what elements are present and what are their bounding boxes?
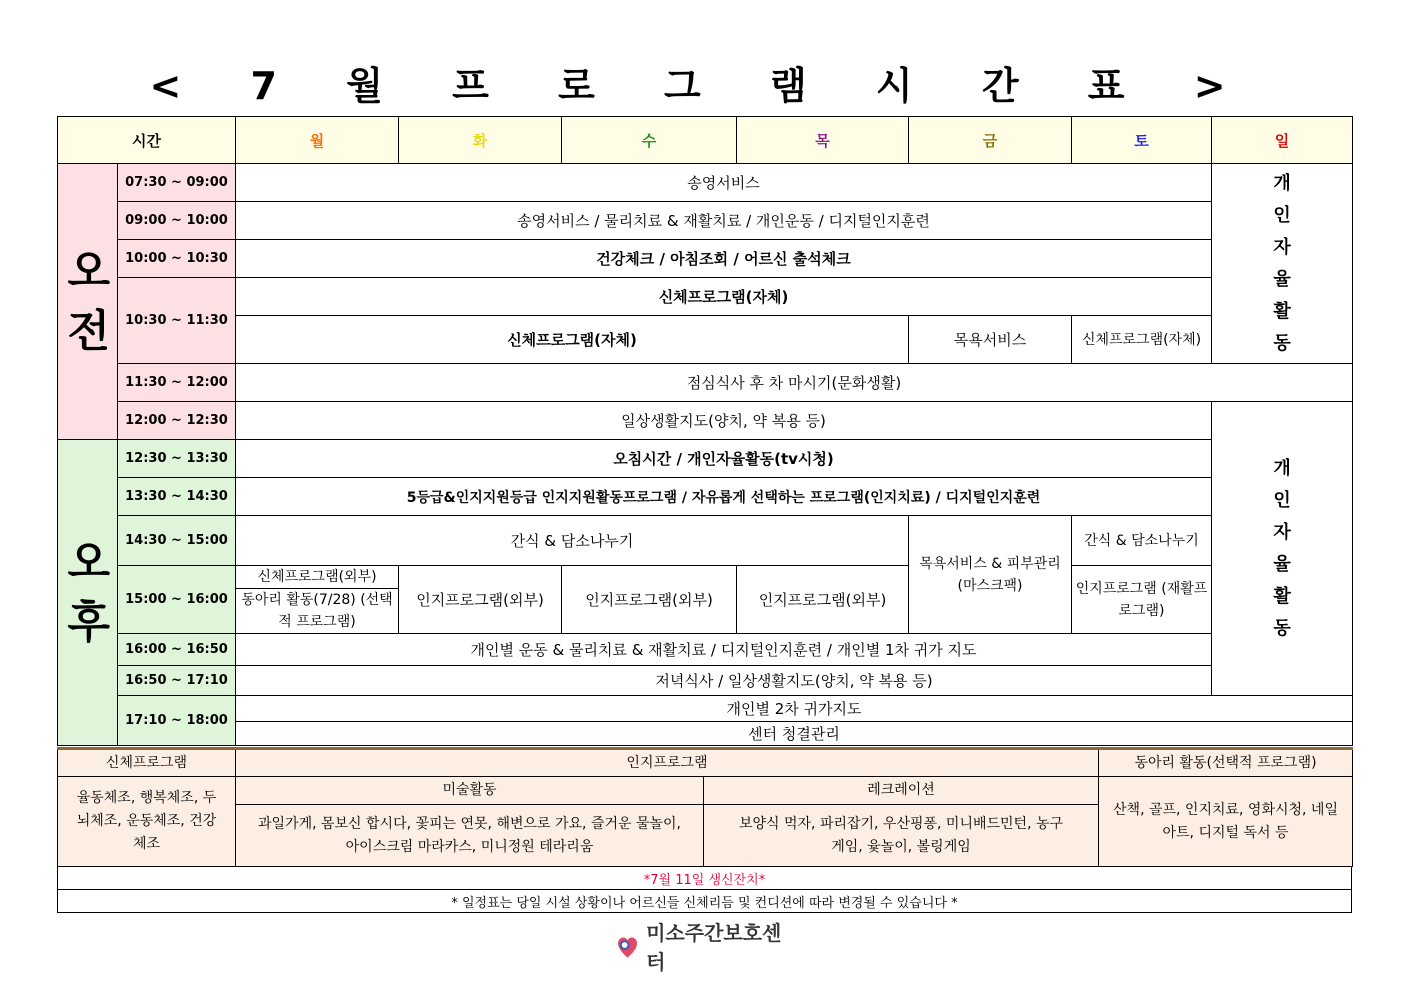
activity-r7: 오침시간 / 개인자율활동(tv시청) <box>236 440 1212 478</box>
activity-r10-sat: 인지프로그램 (재활프로그램) <box>1072 566 1212 634</box>
pm-label: 오 후 <box>58 440 118 746</box>
header-tue: 화 <box>399 117 562 164</box>
club-list: 산책, 골프, 인지치료, 영화시청, 네일아트, 디지털 독서 등 <box>1099 777 1353 867</box>
activity-r5: 점심식사 후 차 마시기(문화생활) <box>236 364 1353 402</box>
activity-r2: 송영서비스 / 물리치료 & 재활치료 / 개인운동 / 디지털인지훈련 <box>236 202 1212 240</box>
time-r5: 11:30 ~ 12:00 <box>118 364 236 402</box>
header-wed: 수 <box>562 117 737 164</box>
notes-table <box>57 866 1352 913</box>
art-list: 과일가게, 몸보신 합시다, 꽃피는 연못, 해변으로 가요, 즐거운 물놀이, 아이스크림 마라카스, 미니정원 테라리움 <box>236 805 704 867</box>
activity-r4-sat: 신체프로그램(자체) <box>1072 316 1212 364</box>
page-title: < 7 월 프 로 그 램 시 간 표 > <box>149 64 1254 108</box>
activity-r12: 저녁식사 / 일상생활지도(양치, 약 복용 등) <box>236 666 1353 696</box>
activity-r8: 5등급&인지지원등급 인지지원활동프로그램 / 자유롭게 선택하는 프로그램(인지치료) / 디지털인지훈련 <box>236 478 1212 516</box>
art-head: 미술활동 <box>236 777 704 805</box>
activity-r10-mon <box>236 566 399 634</box>
activity-r9-bath: 목욕서비스 & 피부관리 (마스크팩) <box>909 516 1072 634</box>
header-time: 시간 <box>58 117 236 164</box>
time-r8: 13:30 ~ 14:30 <box>118 478 236 516</box>
program-table <box>57 747 1353 867</box>
time-r10: 15:00 ~ 16:00 <box>118 566 236 634</box>
physical-list: 율동체조, 행복체조, 두뇌체조, 운동체조, 건강체조 <box>58 777 236 867</box>
sunday-note-pm: 개 인 자 율 활 동 <box>1212 402 1353 696</box>
schedule-table <box>57 116 1353 746</box>
activity-r9-sat: 간식 & 담소나누기 <box>1072 516 1212 566</box>
time-r9: 14:30 ~ 15:00 <box>118 516 236 566</box>
activity-r13-b: 센터 청결관리 <box>236 722 1353 746</box>
logo-heart-icon <box>615 931 640 961</box>
time-r7: 12:30 ~ 13:30 <box>118 440 236 478</box>
header-mon: 월 <box>236 117 399 164</box>
time-r6: 12:00 ~ 12:30 <box>118 402 236 440</box>
activity-r4-top: 신체프로그램(자체) <box>236 278 1212 316</box>
rec-list: 보양식 먹자, 파리잡기, 우산핑퐁, 미니배드민턴, 농구게임, 윷놀이, 볼링게임 <box>704 805 1099 867</box>
footer-note: * 일정표는 당일 시설 상황이나 어르신들 신체리듬 및 컨디션에 따라 변경될 수 있습니다 * <box>58 890 1352 913</box>
activity-r11: 개인별 운동 & 물리치료 & 재활치료 / 디지털인지훈련 / 개인별 1차 귀가 지도 <box>236 634 1212 666</box>
activity-r10-mon-top: 신체프로그램(외부) <box>236 566 398 589</box>
physical-head: 신체프로그램 <box>58 749 236 777</box>
rec-head: 레크레이션 <box>704 777 1099 805</box>
header-sun: 일 <box>1212 117 1353 164</box>
activity-r3: 건강체크 / 아침조회 / 어르신 출석체크 <box>236 240 1212 278</box>
activity-r10-thu: 인지프로그램(외부) <box>737 566 909 634</box>
time-r12: 16:50 ~ 17:10 <box>118 666 236 696</box>
center-logo <box>615 921 795 974</box>
cognitive-head: 인지프로그램 <box>236 749 1099 777</box>
time-r4: 10:30 ~ 11:30 <box>118 278 236 364</box>
time-r11: 16:00 ~ 16:50 <box>118 634 236 666</box>
activity-r9: 간식 & 담소나누기 <box>236 516 909 566</box>
sunday-note-am: 개 인 자 율 활 동 <box>1212 164 1353 364</box>
am-label: 오 전 <box>58 164 118 440</box>
activity-r6: 일상생활지도(양치, 약 복용 등) <box>236 402 1212 440</box>
event-note: *7월 11일 생신잔치* <box>58 867 1352 890</box>
header-thu: 목 <box>737 117 909 164</box>
activity-r10-mon-bot: 동아리 활동(7/28) (선택적 프로그램) <box>241 592 393 630</box>
activity-r4-left: 신체프로그램(자체) <box>236 316 909 364</box>
header-sat: 토 <box>1072 117 1212 164</box>
time-r13: 17:10 ~ 18:00 <box>118 696 236 746</box>
activity-r4-bath: 목욕서비스 <box>909 316 1072 364</box>
time-r1: 07:30 ~ 09:00 <box>118 164 236 202</box>
time-r2: 09:00 ~ 10:00 <box>118 202 236 240</box>
activity-r13-a: 개인별 2차 귀가지도 <box>236 696 1353 722</box>
activity-r10-tue: 인지프로그램(외부) <box>399 566 562 634</box>
header-fri: 금 <box>909 117 1072 164</box>
activity-r10-wed: 인지프로그램(외부) <box>562 566 737 634</box>
time-r3: 10:00 ~ 10:30 <box>118 240 236 278</box>
club-head: 동아리 활동(선택적 프로그램) <box>1099 749 1353 777</box>
activity-r1: 송영서비스 <box>236 164 1212 202</box>
logo-text: 미소주간보호센터 <box>646 921 782 974</box>
